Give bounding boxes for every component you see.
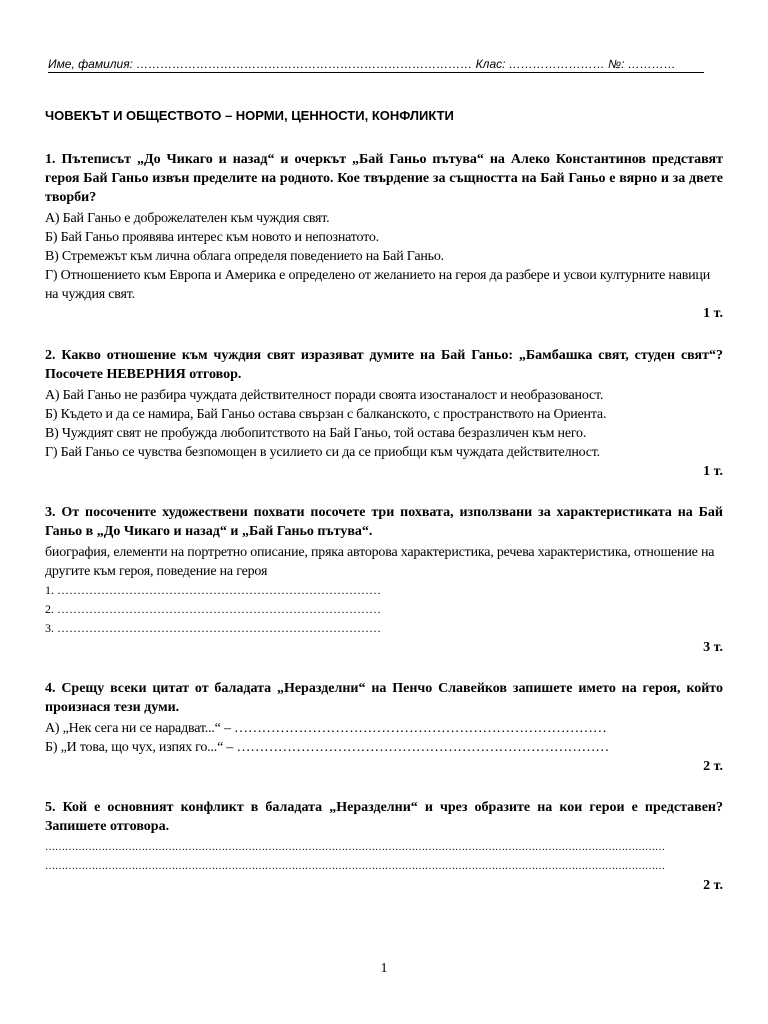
question-2-answer-a: А) Бай Ганьо не разбира чуждата действителност поради своята изостаналост и необразованост.: [45, 388, 604, 403]
question-3-text: 3. От посочените художествени похвати посочете три похвата, използвани за характеристиката на Бай Ганьо в „До Чикаго и назад“ и „Бай Ганьо пътува“.: [45, 505, 723, 539]
question-4-answer-a[interactable]: А) „Нек сега ни се нарадват...“ – ………………………………………………………………………: [45, 721, 607, 736]
question-3-options: биография, елементи на портретно описание, пряка авторова характеристика, речева характеристика, отношение на другите към героя, поведение на героя: [45, 545, 715, 579]
question-1-answer-c: В) Стремежът към лична облага определя поведението на Бай Ганьо.: [45, 249, 444, 264]
question-3-line-1[interactable]: 1. ………………………………………………………………………: [45, 583, 381, 597]
question-2-answer-d: Г) Бай Ганьо се чувства безпомощен в усилието си да се приобщи към чуждата действителност.: [45, 445, 600, 460]
question-5-line-2[interactable]: ……………………………………………………………………………………………………………………………………………………………………: [45, 861, 665, 872]
question-2-text: 2. Какво отношение към чуждия свят изразяват думите на Бай Ганьо: „Бамбашка свят, студен свят“? Посочете НЕВЕРНИЯ отговор.: [45, 348, 723, 382]
question-1-answer-a: А) Бай Ганьо е доброжелателен към чуждия свят.: [45, 211, 330, 226]
question-4: [45, 679, 723, 776]
question-4-text: 4. Срещу всеки цитат от баладата „Неразделни“ на Пенчо Славейков запишете името на героя, който произнася тези думи.: [45, 681, 723, 715]
question-1-answer-d: Г) Отношението към Европа и Америка е определено от желанието на героя да разбере и усвои културните навици на чуждия свят.: [45, 268, 711, 302]
question-1: [45, 150, 723, 323]
question-2-points: 1 т.: [703, 464, 723, 479]
question-1-points: 1 т.: [703, 306, 723, 321]
student-info-line: Име, фамилия: ………………………………………………………………………… Клас: …………………… №: …………: [48, 57, 704, 73]
page-title: ЧОВЕКЪТ И ОБЩЕСТВОТО – НОРМИ, ЦЕННОСТИ, КОНФЛИКТИ: [45, 108, 454, 123]
question-1-answer-b: Б) Бай Ганьо проявява интерес към новото и непознатото.: [45, 230, 379, 245]
question-5-points: 2 т.: [703, 878, 723, 893]
question-2-answer-c: В) Чуждият свят не пробужда любопитството на Бай Ганьо, той остава безразличен към него.: [45, 426, 587, 441]
question-5-text: 5. Кой е основният конфликт в баладата „Неразделни“ и чрез образите на кои герои е представен? Запишете отговора.: [45, 800, 723, 834]
question-3-points: 3 т.: [703, 640, 723, 655]
question-2-answer-b: Б) Където и да се намира, Бай Ганьо остава свързан с балканското, с пространството на Ориента.: [45, 407, 607, 422]
question-4-answer-b[interactable]: Б) „И това, що чух, изпях го...“ – ………………………………………………………………………: [45, 740, 610, 755]
question-3-line-2[interactable]: 2. ………………………………………………………………………: [45, 602, 381, 616]
question-4-points: 2 т.: [703, 759, 723, 774]
question-3: [45, 503, 723, 657]
question-2: [45, 346, 723, 481]
question-5: [45, 798, 723, 895]
question-5-line-1[interactable]: ……………………………………………………………………………………………………………………………………………………………………: [45, 842, 665, 853]
page-number: 1: [380, 961, 388, 976]
question-3-line-3[interactable]: 3. ………………………………………………………………………: [45, 621, 381, 635]
question-1-text: 1. Пътеписът „До Чикаго и назад“ и очеркът „Бай Ганьо пътува“ на Алеко Константинов представят героя Бай Ганьо извън пределите на родното. Кое твърдение за същността на Бай Ганьо е вярно и за двете творби?: [45, 152, 723, 205]
